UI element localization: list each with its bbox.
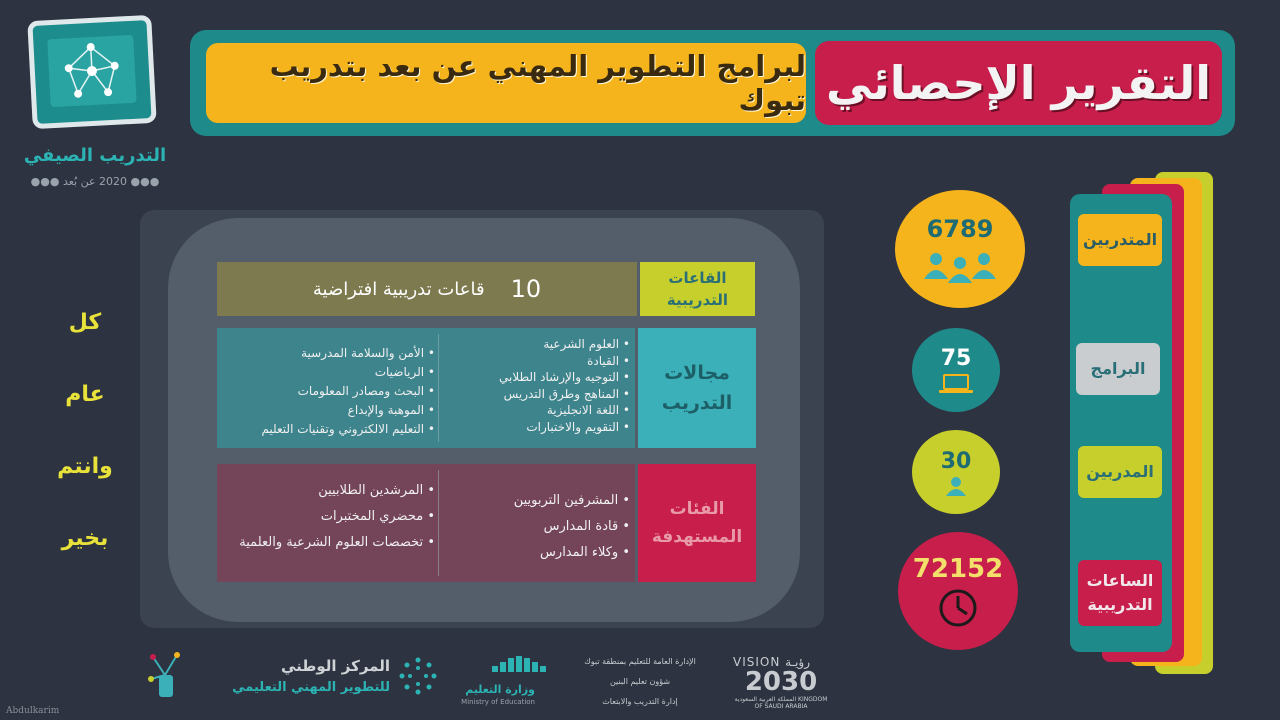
list-item: • المرشدين الطلابيين	[225, 478, 435, 504]
logo-year: ●●● 2020 عن بُعد ●●●	[30, 175, 160, 188]
programs-value: 75	[940, 345, 972, 371]
tabuk-edu-line-2: شؤون تعليم البنين	[609, 677, 671, 686]
trainees-circle	[895, 190, 1025, 308]
vision-kingdom: المملكة العربية السعودية KINGDOM OF SAUDI ARABIA	[734, 696, 828, 710]
report-subtitle: لبرامج التطوير المهني عن بعد بتدريب تبوك	[269, 49, 806, 117]
target-list-left	[225, 478, 435, 556]
vision-label: VISION رؤيـة	[733, 655, 811, 669]
people-icon	[922, 251, 998, 283]
vision-year: 2030	[744, 667, 818, 697]
target-divider	[438, 470, 439, 576]
list-item: • المشرفين التربويين	[440, 488, 630, 514]
trainers-circle	[912, 430, 1000, 514]
network-icon	[47, 35, 136, 107]
list-item: • القيادة	[440, 353, 630, 370]
list-item: • الرياضيات	[225, 363, 435, 382]
clock-icon	[938, 588, 978, 628]
target-label: الفئات المستهدفة	[638, 464, 756, 582]
hours-circle	[898, 532, 1018, 650]
list-item: • الموهبة والإبداع	[225, 401, 435, 420]
laptop-icon	[938, 373, 974, 395]
halls-value	[217, 262, 637, 316]
list-item: • محضري المختبرات	[225, 504, 435, 530]
hours-label: الساعات التدريبية	[1078, 560, 1162, 626]
trainers-label: المدربين	[1078, 446, 1162, 498]
list-item: • التقويم والاختبارات	[440, 419, 630, 436]
list-item: • اللغة الانجليزية	[440, 402, 630, 419]
halls-text: قاعات تدريبية افتراضية	[312, 278, 485, 300]
signature: Abdulkarim	[6, 706, 60, 716]
halls-count: 10	[510, 275, 542, 303]
trainees-value: 6789	[926, 215, 994, 243]
ncpd-dots-icon	[398, 656, 438, 696]
list-item: • البحث ومصادر المعلومات	[225, 382, 435, 401]
programs-circle	[912, 328, 1000, 412]
moe-logo-icon	[490, 654, 554, 680]
hours-value: 72152	[912, 554, 1004, 584]
list-item: • تخصصات العلوم الشرعية والعلمية	[225, 530, 435, 556]
greeting-word-4: بخير	[61, 526, 109, 551]
halls-label: القاعات التدريبية	[640, 262, 755, 316]
moe-name-en: Ministry of Education	[461, 698, 535, 706]
report-title-box	[815, 41, 1222, 125]
fields-label: مجالات التدريب	[638, 328, 756, 448]
list-item: • التعليم الالكتروني وتقنيات التعليم	[225, 420, 435, 439]
list-item: • الأمن والسلامة المدرسية	[225, 344, 435, 363]
report-title: التقرير الإحصائي	[825, 56, 1212, 110]
report-subtitle-box	[206, 43, 806, 123]
moe-name-ar: وزارة التعليم	[465, 683, 535, 696]
ncpd-subtitle: للتطوير المهني التعليمي	[232, 680, 390, 695]
greeting-word-2: عام	[65, 382, 105, 407]
logo-name: التدريب الصيفي	[23, 145, 167, 166]
greeting-word-3: وانتم	[57, 454, 113, 479]
tabuk-edu-line-1: الإدارة العامة للتعليم بمنطقة تبوك	[584, 657, 696, 666]
fields-list-left	[225, 344, 435, 439]
programs-label: البرامج	[1076, 343, 1160, 395]
person-icon	[944, 476, 968, 496]
trainees-label: المتدربين	[1078, 214, 1162, 266]
fields-divider	[438, 334, 439, 442]
ncpd-title: المركز الوطني	[280, 657, 390, 675]
target-list-right	[440, 488, 630, 566]
list-item: • وكلاء المدارس	[440, 540, 630, 566]
list-item: • التوجيه والإرشاد الطلابي	[440, 369, 630, 386]
trainers-value: 30	[940, 448, 972, 474]
list-item: • العلوم الشرعية	[440, 336, 630, 353]
summer-training-logo	[27, 15, 156, 129]
tabuk-edu-line-3: إدارة التدريب والابتعاث	[602, 697, 678, 706]
circuit-logo-icon	[145, 645, 185, 705]
list-item: • المناهج وطرق التدريس	[440, 386, 630, 403]
greeting-word-1: كل	[68, 310, 102, 335]
list-item: • قادة المدارس	[440, 514, 630, 540]
fields-list-right	[440, 336, 630, 435]
